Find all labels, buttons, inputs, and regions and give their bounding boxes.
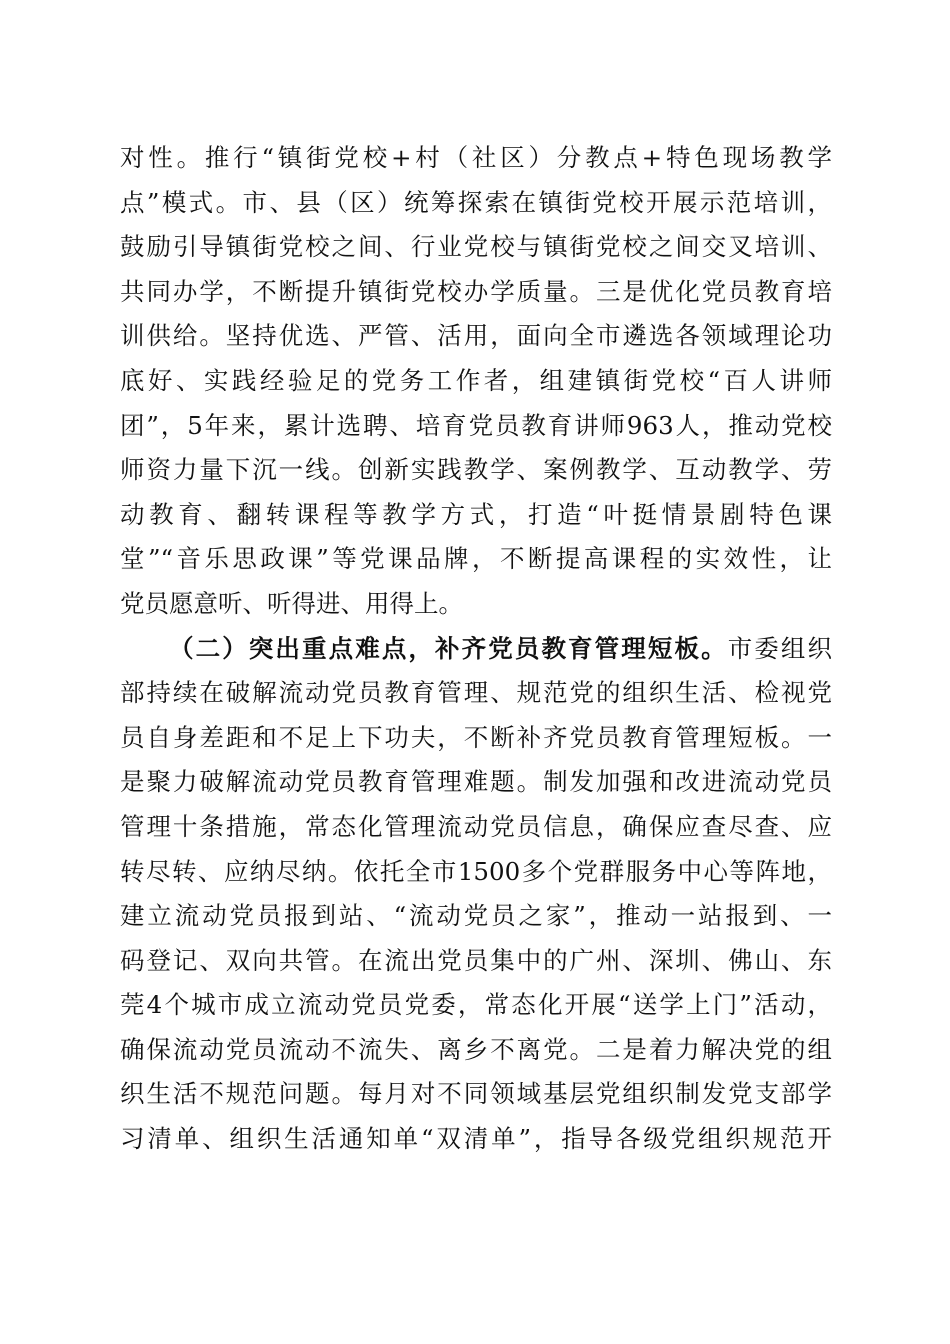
text-line: 莞4个城市成立流动党员党委，常态化开展“送学上门”活动， <box>120 990 832 1020</box>
text-line: 师资力量下沉一线。创新实践教学、案例教学、互动教学、劳 <box>120 455 832 485</box>
text-line: 鼓励引导镇街党校之间、行业党校与镇街党校之间交叉培训、 <box>120 232 832 262</box>
text-line: 对性。推行“镇街党校+村（社区）分教点+特色现场教学 <box>120 143 832 172</box>
text-line: 部持续在破解流动党员教育管理、规范党的组织生活、检视党 <box>120 678 832 708</box>
section-heading: （二）突出重点难点，补齐党员教育管理短板。 <box>169 633 728 663</box>
text-line: 确保流动党员流动不流失、离乡不离党。二是着力解决党的组 <box>120 1034 832 1064</box>
text-line: 团”，5年来，累计选聘、培育党员教育讲师963人，推动党校 <box>120 410 832 440</box>
text-line: 动教育、翻转课程等教学方式，打造“叶挺情景剧特色课 <box>120 499 832 529</box>
text-line: 底好、实践经验足的党务工作者，组建镇街党校“百人讲师 <box>120 365 832 395</box>
text-line: 建立流动党员报到站、“流动党员之家”，推动一站报到、一 <box>120 901 832 931</box>
text-line: 党员愿意听、听得进、用得上。 <box>120 588 463 618</box>
text-line: 习清单、组织生活通知单“双清单”，指导各级党组织规范开 <box>120 1124 832 1154</box>
text-line: 共同办学，不断提升镇街党校办学质量。三是优化党员教育培 <box>120 276 832 306</box>
heading-line-rest: 市委组织 <box>727 633 832 663</box>
text-line: 训供给。坚持优选、严管、活用，面向全市遴选各领域理论功 <box>120 321 832 351</box>
text-line: 织生活不规范问题。每月对不同领域基层党组织制发党支部学 <box>120 1079 832 1109</box>
text-line: 是聚力破解流动党员教育管理难题。制发加强和改进流动党员 <box>120 767 832 797</box>
text-line: 点”模式。市、县（区）统筹探索在镇街党校开展示范培训， <box>120 187 832 217</box>
text-line: 管理十条措施，常态化管理流动党员信息，确保应查尽查、应 <box>120 811 832 841</box>
text-line: 堂”“音乐思政课”等党课品牌，不断提高课程的实效性，让 <box>120 544 832 574</box>
text-line: 码登记、双向共管。在流出党员集中的广州、深圳、佛山、东 <box>120 945 832 975</box>
text-line: 员自身差距和不足上下功夫，不断补齐党员教育管理短板。一 <box>120 722 832 752</box>
section-heading-line <box>120 627 832 672</box>
text-line: 转尽转、应纳尽纳。依托全市1500多个党群服务中心等阵地， <box>120 856 832 886</box>
body-text <box>120 136 832 1162</box>
